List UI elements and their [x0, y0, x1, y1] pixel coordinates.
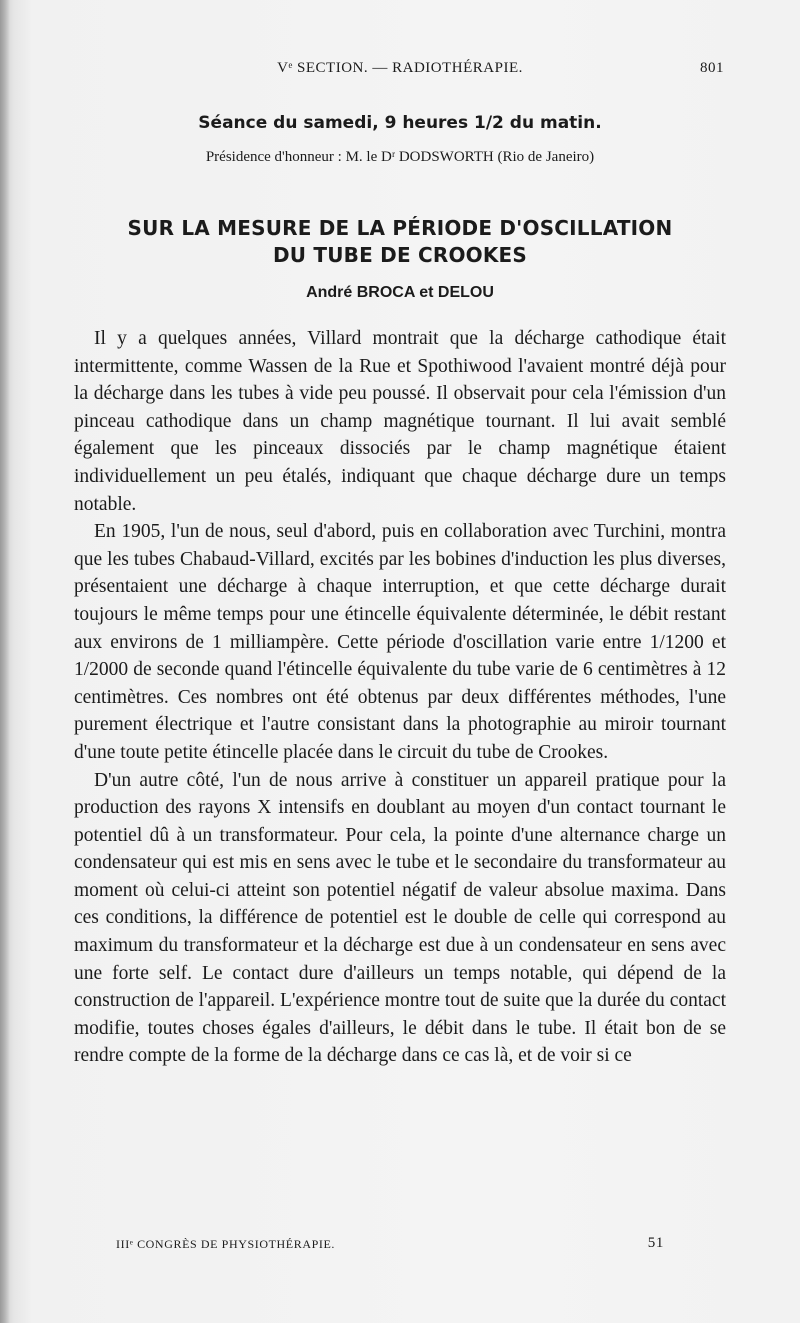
- page-footer: [74, 1237, 726, 1257]
- footer-congress: IIIᵉ CONGRÈS DE PHYSIOTHÉRAPIE.: [116, 1237, 336, 1251]
- binding-shadow: [0, 0, 10, 1323]
- article-title: [74, 215, 726, 269]
- article-title-line-1: SUR LA MESURE DE LA PÉRIODE D'OSCILLATION: [127, 216, 673, 240]
- presidence-line: Présidence d'honneur : M. le Dʳ DODSWORTH (Rio de Janeiro): [205, 149, 595, 165]
- running-head: [74, 60, 726, 84]
- paragraph-3: D'un autre côté, l'un de nous arrive à constituer un appareil pratique pour la production des rayons X intensifs en doublant au moyen d'un contact tournant le potentiel dû à un transformateur. Pour cela, la pointe d'une alternance charge un condensateur qui est mis en sens avec le tube et le secondaire du transformateur au moment où celui-ci atteint son potentiel négatif de valeur absolue maxima. Dans ces conditions, la différence de potentiel est le double de celle qui correspond au maximum du transformateur et la décharge est due à un condensateur en sens avec une forte self. Le contact dure d'ailleurs un temps notable, qui dépend de la construction de l'appareil. L'expérience montre tout de suite que la durée du contact modifie, toutes choses égales d'ailleurs, le débit dans le tube. Il était bon de se rendre compte de la forme de la décharge dans ce cas là, et de voir si ce: [74, 769, 726, 1067]
- session-heading: Séance du samedi, 9 heures 1/2 du matin.: [198, 113, 602, 133]
- article-title-line-2: DU TUBE DE CROOKES: [272, 243, 528, 267]
- footer-signature-number: 51: [647, 1235, 664, 1251]
- article-body: [74, 325, 726, 1070]
- paragraph-1: Il y a quelques années, Villard montrait que la décharge cathodique était intermittente, comme Wassen de la Rue et Spothiwood l'avaient montré déjà pour la décharge dans les tubes à vide peu poussé. Il observait pour cela l'émission d'un pinceau cathodique dans un champ magnétique tournant. Il lui avait semblé également que les pinceaux dissociés par le champ magnétique étaient individuellement un peu étalés, indiquant que chaque décharge dure un temps notable.: [74, 328, 726, 515]
- running-head-section: Vᵉ SECTION. — RADIOTHÉRAPIE.: [277, 60, 523, 76]
- authors-line: André BROCA et DELOU: [306, 284, 494, 301]
- paragraph-2: En 1905, l'un de nous, seul d'abord, puis en collaboration avec Turchini, montra que les tubes Chabaud-Villard, excités par les bobines d'induction les plus diverses, présentaient une décharge à chaque interruption, et que cette décharge durait toujours le même temps pour une étincelle équivalente déterminée, le débit restant aux environs de 1 milliampère. Cette période d'oscillation varie entre 1/1200 et 1/2000 de seconde quand l'étincelle équivalente du tube varie de 6 centimètres à 12 centimètres. Ces nombres ont été obtenus par deux différentes méthodes, l'une purement électrique et l'autre consistant dans la photographie au miroir tournant d'une toute petite étincelle placée dans le circuit du tube de Crookes.: [74, 521, 726, 763]
- page-number: 801: [700, 60, 724, 76]
